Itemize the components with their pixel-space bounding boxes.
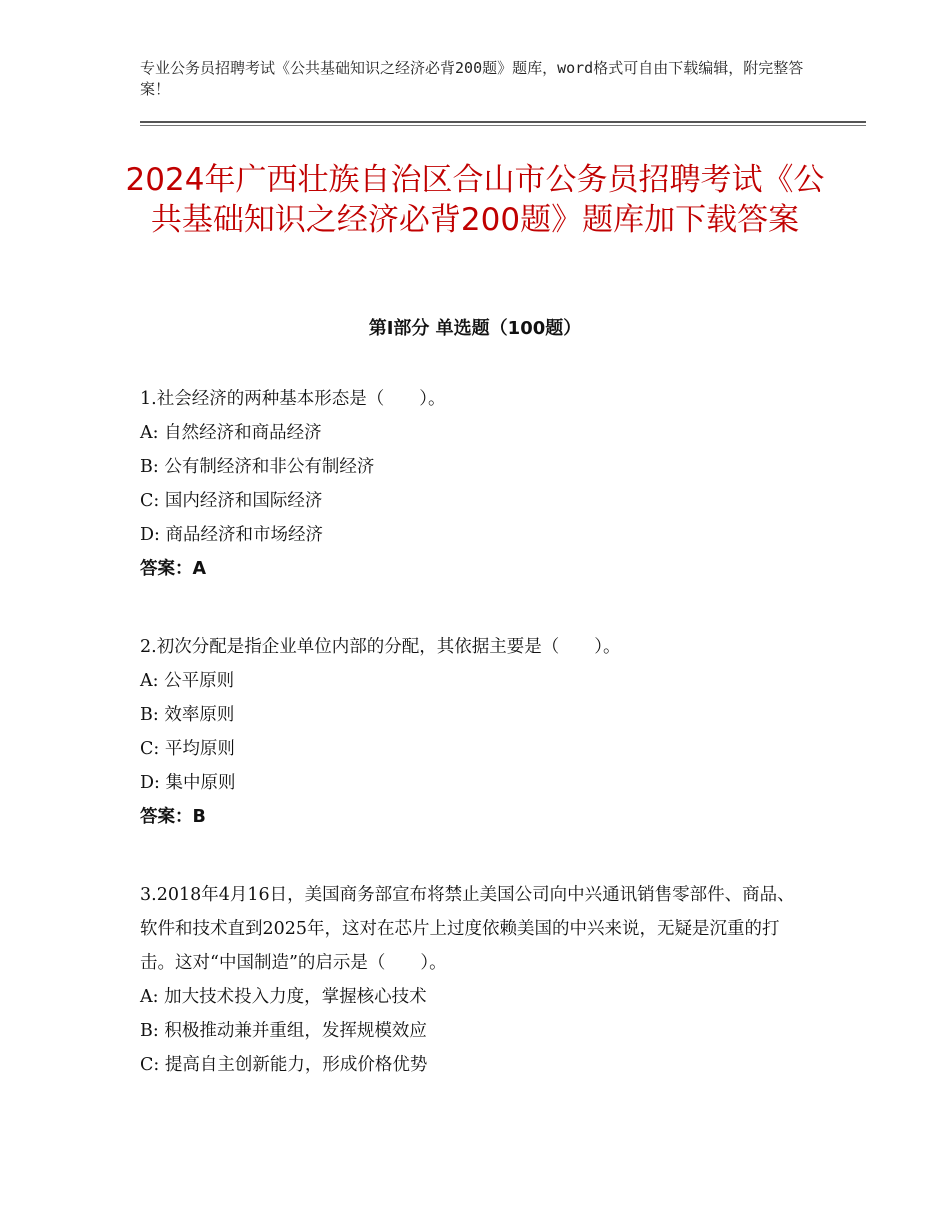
question-2 <box>140 630 810 834</box>
answer: 答案：B <box>140 807 206 827</box>
option-a: A: 加大技术投入力度，掌握核心技术 <box>140 987 427 1007</box>
section-title: 第Ⅰ部分 单选题（100题） <box>368 318 582 339</box>
header-divider <box>140 121 866 123</box>
option-c: C: 提高自主创新能力，形成价格优势 <box>140 1055 428 1075</box>
question-1 <box>140 382 810 586</box>
option-d: D: 商品经济和市场经济 <box>140 525 323 545</box>
option-b: B: 积极推动兼并重组，发挥规模效应 <box>140 1021 427 1041</box>
option-c: C: 平均原则 <box>140 739 235 759</box>
option-a: A: 公平原则 <box>140 671 235 691</box>
header-divider-thin <box>140 125 866 126</box>
option-b: B: 公有制经济和非公有制经济 <box>140 457 375 477</box>
option-d: D: 集中原则 <box>140 773 236 793</box>
header-note: 专业公务员招聘考试《公共基础知识之经济必背200题》题库，word格式可自由下载编辑，附完整答案！ <box>140 59 804 98</box>
question-list <box>140 382 810 1126</box>
question-text: 2.初次分配是指企业单位内部的分配，其依据主要是（ ）。 <box>140 637 621 657</box>
answer: 答案：A <box>140 559 207 579</box>
option-c: C: 国内经济和国际经济 <box>140 491 323 511</box>
question-text: 1.社会经济的两种基本形态是（ ）。 <box>140 389 446 409</box>
question-3 <box>140 878 810 1082</box>
option-a: A: 自然经济和商品经济 <box>140 423 322 443</box>
question-text: 3.2018年4月16日，美国商务部宣布将禁止美国公司向中兴通讯销售零部件、商品、软件和技术直到2025年，这对在芯片上过度依赖美国的中兴来说，无疑是沉重的打击。这对“中国制造”的启示是（ ）。 <box>140 885 795 973</box>
option-b: B: 效率原则 <box>140 705 235 725</box>
document-title: 2024年广西壮族自治区合山市公务员招聘考试《公共基础知识之经济必背200题》题库加下载答案 <box>125 162 825 238</box>
